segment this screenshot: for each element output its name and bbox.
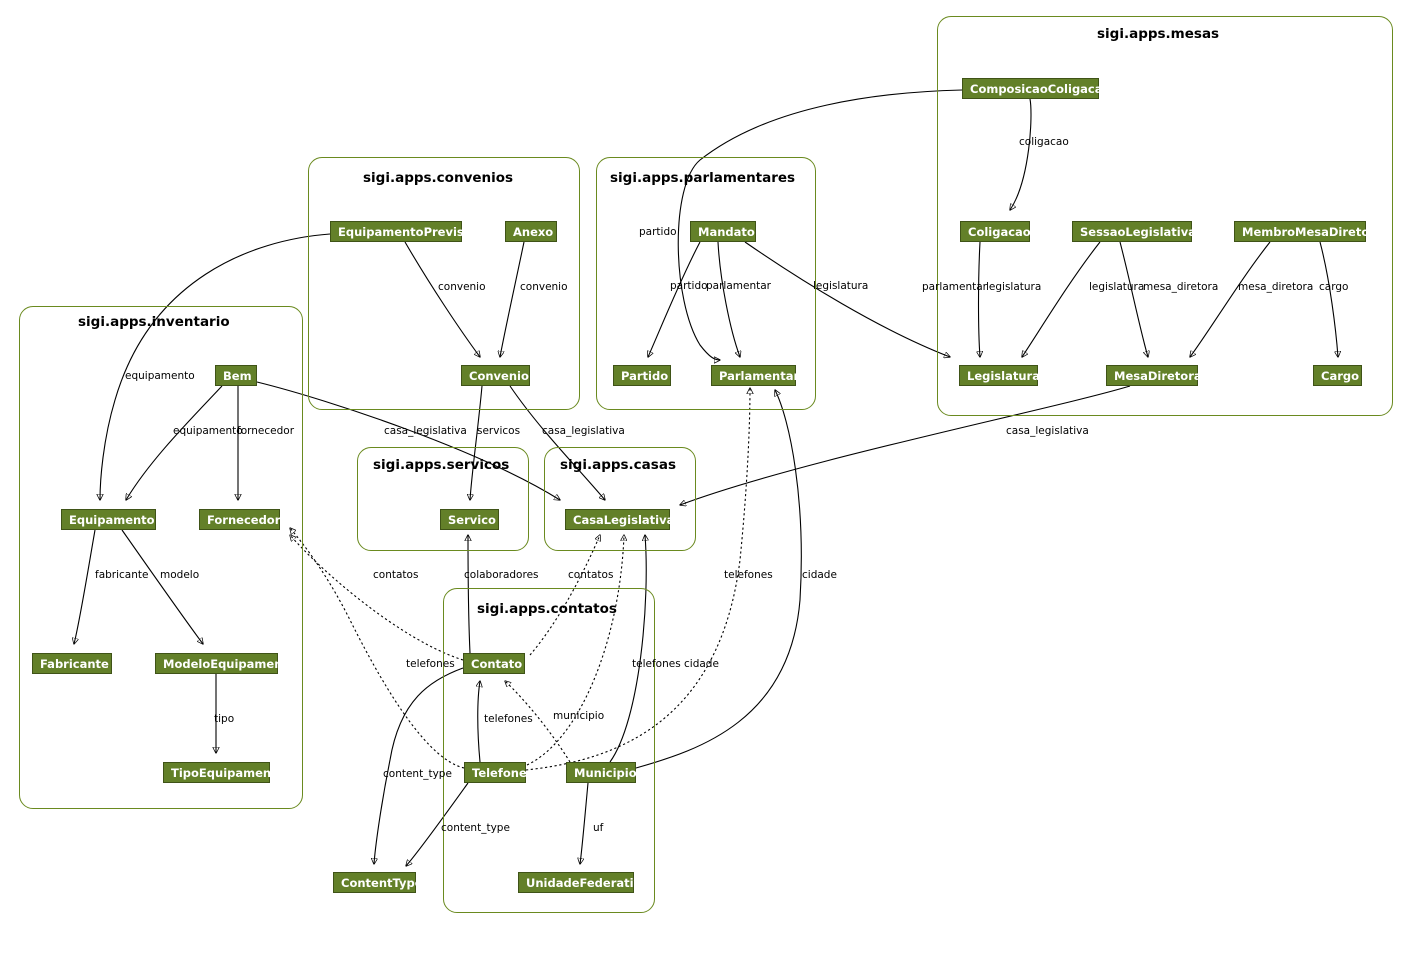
- node-sessaolegislativa[interactable]: SessaoLegislativa: [1072, 221, 1192, 242]
- cluster-label-servicos: sigi.apps.servicos: [373, 457, 510, 473]
- edge-label-servicos: servicos: [477, 425, 521, 437]
- edge-label-legislatura-2: legislatura: [986, 281, 1042, 293]
- edge-label-telefones-2: telefones: [406, 658, 455, 670]
- edge-label-legislatura-1: legislatura: [813, 280, 869, 292]
- node-equipamentoprevisto[interactable]: EquipamentoPrevisto: [330, 221, 462, 242]
- edge-label-legislatura-3: legislatura: [1089, 281, 1145, 293]
- edge-label-fabricante: fabricante: [95, 569, 149, 581]
- node-modeloequipamento[interactable]: ModeloEquipamento: [155, 653, 278, 674]
- edge-label-content-type-1: content_type: [383, 768, 452, 780]
- edge-label-contatos-1: contatos: [373, 569, 419, 581]
- edge-label-casa-legislativa-3: casa_legislativa: [1006, 425, 1089, 437]
- edge-label-cidade-1: cidade: [802, 569, 837, 581]
- edge-label-mesa-diretora-2: mesa_diretora: [1238, 281, 1314, 293]
- node-telefone[interactable]: Telefone: [464, 762, 526, 783]
- edge-label-uf: uf: [593, 822, 604, 834]
- node-parlamentar[interactable]: Parlamentar: [711, 365, 796, 386]
- node-municipio[interactable]: Municipio: [566, 762, 636, 783]
- node-unidadefederativa[interactable]: UnidadeFederativa: [518, 872, 634, 893]
- edge-label-cargo: cargo: [1319, 281, 1349, 293]
- edge-label-telefones-1: telefones: [724, 569, 773, 581]
- cluster-label-inventario: sigi.apps.inventario: [78, 314, 230, 330]
- cluster-label-parlamentares: sigi.apps.parlamentares: [610, 170, 796, 186]
- cluster-label-convenios: sigi.apps.convenios: [363, 170, 514, 186]
- node-contato[interactable]: Contato: [463, 653, 525, 674]
- node-mandato[interactable]: Mandato: [690, 221, 756, 242]
- node-anexo[interactable]: Anexo: [505, 221, 557, 242]
- node-tipoequipamento[interactable]: TipoEquipamento: [163, 762, 270, 783]
- edge-label-parlamentar-2: parlamentar: [922, 281, 987, 293]
- node-membromesadiretora[interactable]: MembroMesaDiretora: [1234, 221, 1366, 242]
- edge-label-tipo: tipo: [214, 713, 235, 725]
- edge-label-partido-1: partido: [639, 226, 677, 238]
- node-coligacao[interactable]: Coligacao: [960, 221, 1030, 242]
- cluster-contatos: [443, 588, 655, 913]
- edge-label-content-type-2: content_type: [441, 822, 510, 834]
- cluster-mesas: [937, 16, 1393, 416]
- node-mesadiretora[interactable]: MesaDiretora: [1106, 365, 1198, 386]
- edge-label-fornecedor: fornecedor: [237, 425, 295, 437]
- edge-label-modelo: modelo: [160, 569, 200, 581]
- node-partido[interactable]: Partido: [613, 365, 671, 386]
- edge-label-casa-legislativa-1: casa_legislativa: [384, 425, 467, 437]
- edge-label-mesa-diretora-1: mesa_diretora: [1143, 281, 1219, 293]
- edge-label-partido-2: partido: [670, 280, 708, 292]
- node-fabricante[interactable]: Fabricante: [32, 653, 112, 674]
- node-casalegislativa[interactable]: CasaLegislativa: [565, 509, 670, 530]
- edge-label-coligacao: coligacao: [1019, 136, 1069, 148]
- edge-label-casa-legislativa-2: casa_legislativa: [542, 425, 625, 437]
- cluster-label-casas: sigi.apps.casas: [560, 457, 676, 473]
- edge-label-equipamento-1: equipamento: [125, 370, 195, 382]
- node-convenio[interactable]: Convenio: [461, 365, 530, 386]
- edge-label-parlamentar-1: parlamentar: [706, 280, 771, 292]
- edge-label-telefones-4: telefones: [484, 713, 533, 725]
- edge-label-colaboradores: colaboradores: [464, 569, 539, 581]
- edge-label-telefones-3: telefones: [632, 658, 681, 670]
- edge-label-equipamento-2: equipamento: [173, 425, 243, 437]
- node-cargo[interactable]: Cargo: [1313, 365, 1362, 386]
- edge-label-contatos-2: contatos: [568, 569, 614, 581]
- node-contenttype[interactable]: ContentType: [333, 872, 416, 893]
- cluster-label-contatos: sigi.apps.contatos: [477, 601, 617, 617]
- node-fornecedor[interactable]: Fornecedor: [199, 509, 280, 530]
- cluster-label-mesas: sigi.apps.mesas: [1097, 26, 1220, 42]
- node-servico[interactable]: Servico: [440, 509, 499, 530]
- edge-label-municipio: municipio: [553, 710, 605, 722]
- node-legislatura[interactable]: Legislatura: [959, 365, 1038, 386]
- edge-label-cidade-2: cidade: [684, 658, 719, 670]
- edge-label-convenio-2: convenio: [520, 281, 568, 293]
- node-bem[interactable]: Bem: [215, 365, 257, 386]
- node-composicaocoligacao[interactable]: ComposicaoColigacao: [962, 78, 1099, 99]
- node-equipamento[interactable]: Equipamento: [61, 509, 156, 530]
- edge-label-convenio-1: convenio: [438, 281, 486, 293]
